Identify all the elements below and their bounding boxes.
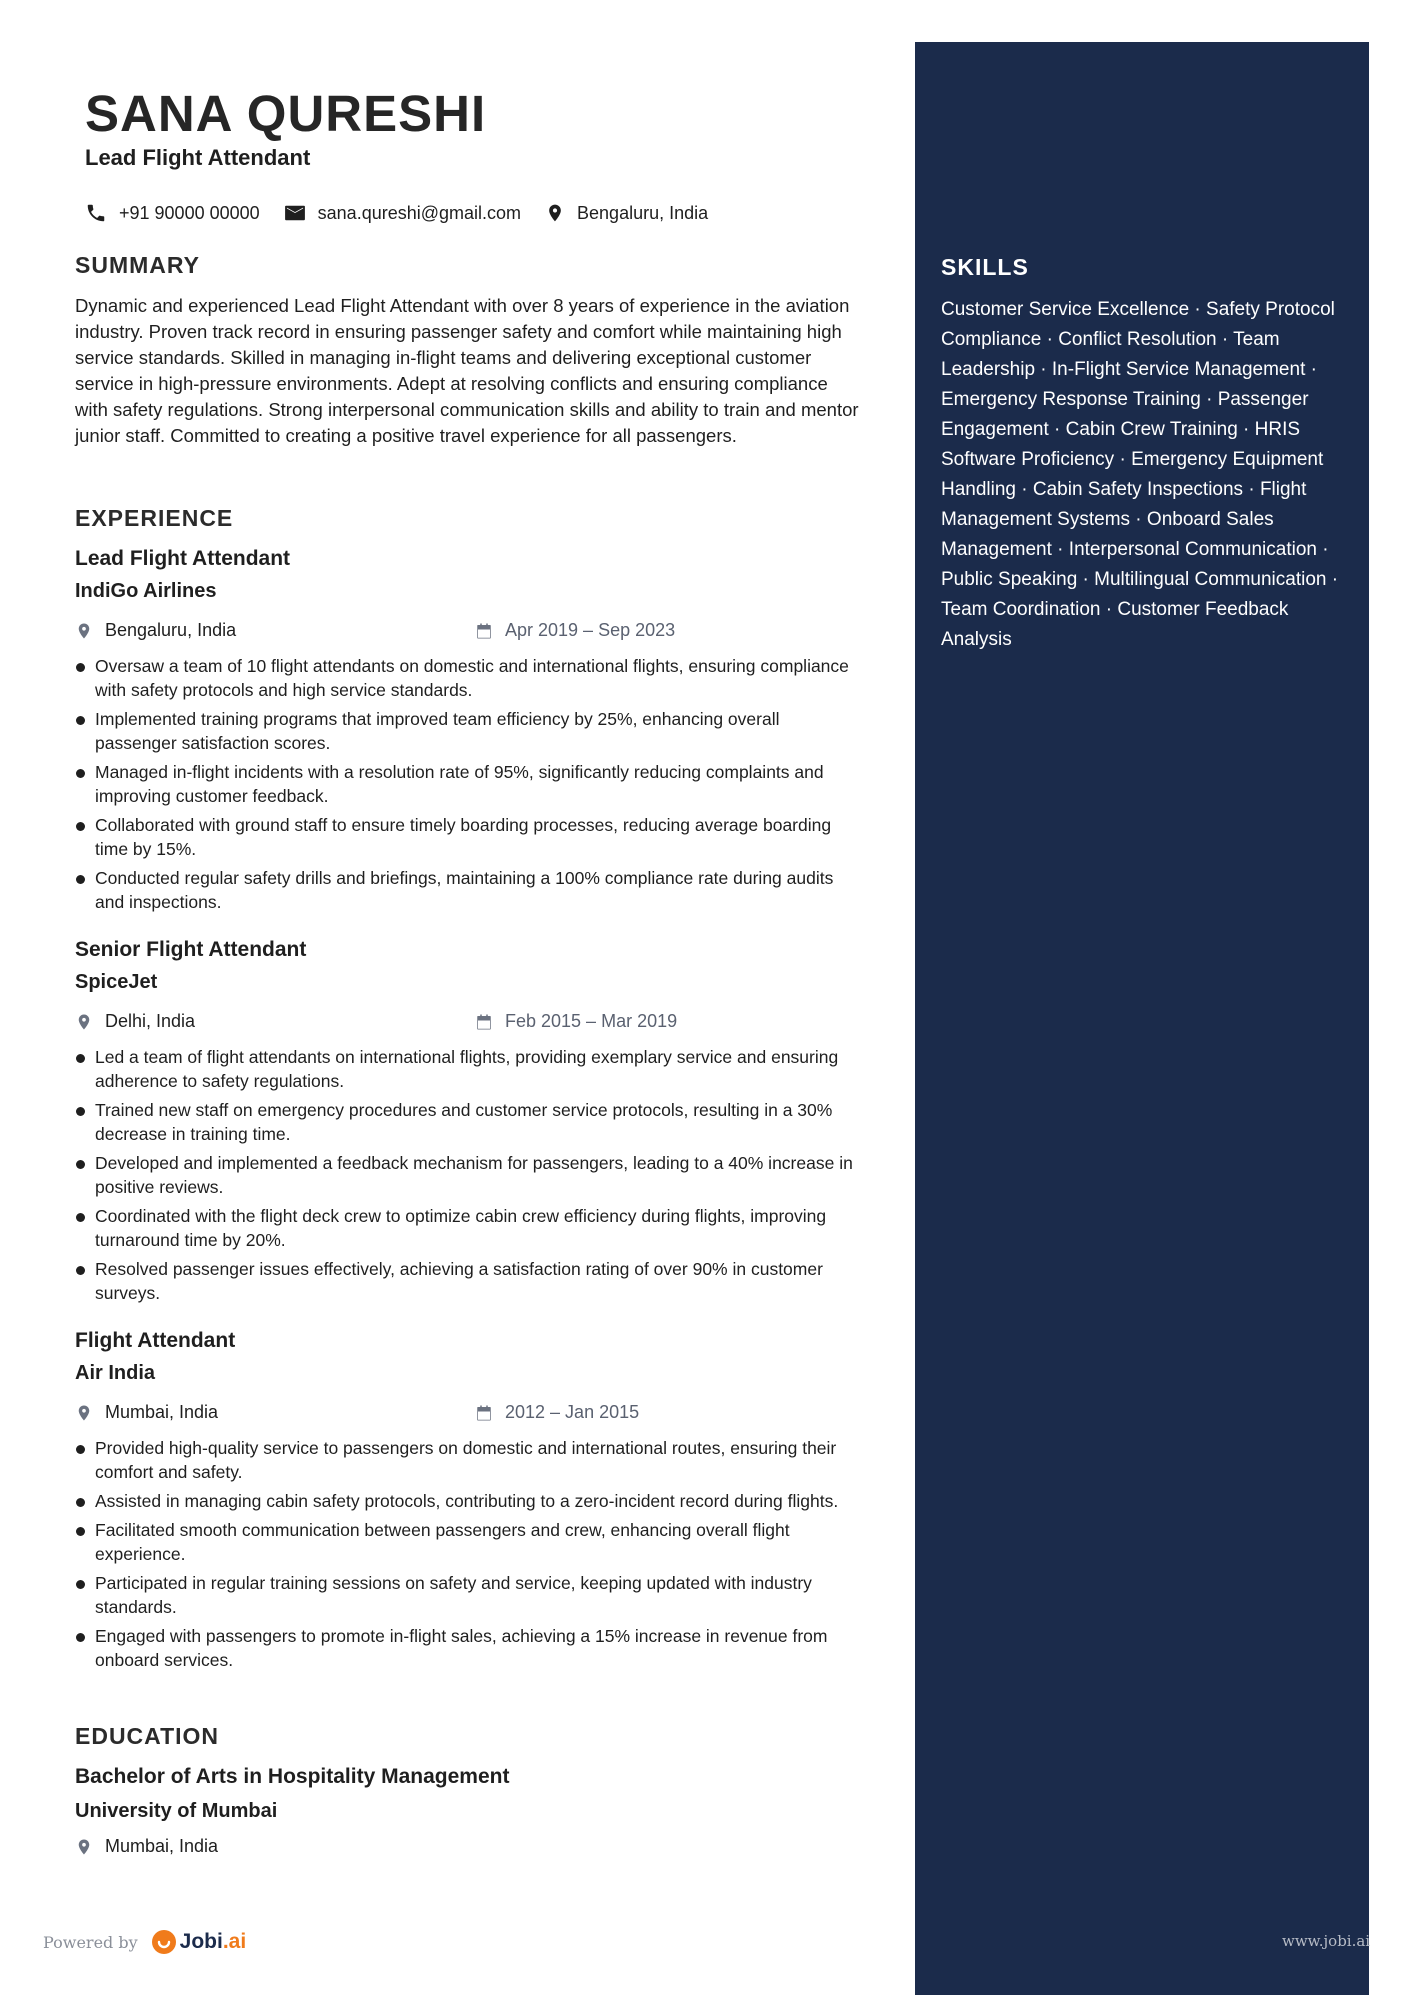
job-bullets bbox=[75, 1045, 865, 1305]
job-bullet: Conducted regular safety drills and briefings, maintaining a 100% compliance rate during audits and inspections. bbox=[75, 866, 865, 914]
job-bullet: Assisted in managing cabin safety protocols, contributing to a zero-incident record during flights. bbox=[75, 1489, 865, 1513]
job-bullet: Resolved passenger issues effectively, achieving a satisfaction rating of over 90% in customer surveys. bbox=[75, 1257, 865, 1305]
job-location bbox=[75, 1402, 218, 1423]
education-degree: Bachelor of Arts in Hospitality Management bbox=[75, 1765, 510, 1788]
job-bullet: Collaborated with ground staff to ensure timely boarding processes, reducing average boarding time by 15%. bbox=[75, 813, 865, 861]
calendar-icon bbox=[475, 622, 493, 640]
skills-list: Customer Service Excellence · Safety Protocol Compliance · Conflict Resolution · Team Leadership · In-Flight Service Management · Emergency Response Training · Passenger Engagement · Cabin Crew Training · HRIS Software Proficiency · Emergency Equipment Handling · Cabin Safety Inspections · Flight Management Systems · Onboard Sales Management · Interpersonal Communication · Public Speaking · Multilingual Communication · Team Coordination · Customer Feedback Analysis bbox=[941, 299, 1339, 650]
job-title: Lead Flight Attendant bbox=[75, 547, 291, 570]
location-pin-icon bbox=[75, 1012, 93, 1032]
education-entry bbox=[75, 1762, 855, 1857]
job-bullet: Coordinated with the flight deck crew to optimize cabin crew efficiency during flights, improving turnaround time by 20%. bbox=[75, 1204, 865, 1252]
job-bullet: Participated in regular training sessions on safety and service, keeping updated with industry standards. bbox=[75, 1571, 865, 1619]
footer-url[interactable]: www.jobi.ai bbox=[1282, 1932, 1371, 1950]
email-text: sana.qureshi@gmail.com bbox=[317, 202, 522, 223]
job-location-text: Delhi, India bbox=[105, 1011, 196, 1031]
jobi-logo[interactable] bbox=[152, 1930, 247, 1954]
job-location bbox=[75, 620, 236, 641]
location-pin-icon bbox=[75, 621, 93, 641]
job-bullet: Facilitated smooth communication between passengers and crew, enhancing overall flight experience. bbox=[75, 1518, 865, 1566]
education-school: University of Mumbai bbox=[75, 1800, 278, 1822]
powered-by bbox=[43, 1930, 246, 1954]
job-title: Senior Flight Attendant bbox=[75, 938, 307, 961]
job-bullet: Engaged with passengers to promote in-flight sales, achieving a 15% increase in revenue from onboard services. bbox=[75, 1624, 865, 1672]
job-company: IndiGo Airlines bbox=[75, 580, 217, 602]
job-entry bbox=[75, 935, 865, 1310]
powered-by-text: Powered by bbox=[43, 1932, 138, 1952]
location-text: Bengaluru, India bbox=[577, 202, 709, 223]
skills-section bbox=[941, 254, 1351, 655]
job-company: SpiceJet bbox=[75, 971, 158, 993]
location-pin-icon bbox=[75, 1837, 93, 1857]
job-entry bbox=[75, 1326, 865, 1677]
location-pin-icon bbox=[75, 1403, 93, 1423]
job-meta bbox=[75, 620, 865, 646]
jobi-logo-text: Jobi.ai bbox=[179, 1930, 247, 1953]
job-dates bbox=[475, 1402, 639, 1423]
education-location-text: Mumbai, India bbox=[105, 1836, 219, 1856]
phone-icon bbox=[85, 202, 107, 224]
candidate-name: SANA QURESHI bbox=[85, 85, 487, 142]
summary-heading: SUMMARY bbox=[75, 252, 200, 278]
job-bullet: Trained new staff on emergency procedures and customer service protocols, resulting in a 30% decrease in training time. bbox=[75, 1098, 865, 1146]
calendar-icon bbox=[475, 1013, 493, 1031]
email-icon bbox=[284, 204, 306, 222]
job-location-text: Bengaluru, India bbox=[105, 620, 237, 640]
job-location-text: Mumbai, India bbox=[105, 1402, 219, 1422]
contact-row bbox=[85, 202, 732, 224]
education-heading: EDUCATION bbox=[75, 1723, 220, 1749]
job-bullet: Developed and implemented a feedback mechanism for passengers, leading to a 40% increase in positive reviews. bbox=[75, 1151, 865, 1199]
sidebar bbox=[915, 42, 1369, 1995]
candidate-role: Lead Flight Attendant bbox=[85, 145, 311, 170]
skills-heading: SKILLS bbox=[941, 254, 1029, 280]
job-bullets bbox=[75, 1436, 865, 1672]
job-dates bbox=[475, 1011, 677, 1032]
location-pin-icon bbox=[545, 202, 565, 224]
experience-heading: EXPERIENCE bbox=[75, 505, 234, 531]
contact-location bbox=[545, 202, 708, 224]
job-title: Flight Attendant bbox=[75, 1329, 236, 1352]
job-dates-text: Apr 2019 – Sep 2023 bbox=[505, 620, 676, 640]
phone-text: +91 90000 00000 bbox=[119, 202, 260, 223]
summary-text: Dynamic and experienced Lead Flight Attendant with over 8 years of experience in the aviation industry. Proven track record in ensuring passenger safety and comfort while maintaining high service standards. Skilled in managing in-flight teams and delivering exceptional customer service in high-pressure environments. Adept at resolving conflicts and ensuring compliance with safety regulations. Strong interpersonal communication skills and ability to train and mentor junior staff. Committed to creating a positive travel experience for all passengers. bbox=[75, 295, 859, 446]
job-bullet: Led a team of flight attendants on international flights, providing exemplary service and ensuring adherence to safety regulations. bbox=[75, 1045, 865, 1093]
contact-email bbox=[284, 203, 521, 224]
job-bullet: Managed in-flight incidents with a resolution rate of 95%, significantly reducing complaints and improving customer feedback. bbox=[75, 760, 865, 808]
job-bullets bbox=[75, 654, 865, 914]
job-meta bbox=[75, 1011, 865, 1037]
job-meta bbox=[75, 1402, 865, 1428]
job-dates bbox=[475, 620, 675, 641]
contact-phone bbox=[85, 202, 260, 224]
job-location bbox=[75, 1011, 195, 1032]
job-bullet: Oversaw a team of 10 flight attendants on domestic and international flights, ensuring compliance with safety protocols and high service standards. bbox=[75, 654, 865, 702]
calendar-icon bbox=[475, 1404, 493, 1422]
job-entry bbox=[75, 544, 865, 919]
job-dates-text: 2012 – Jan 2015 bbox=[505, 1402, 640, 1422]
job-dates-text: Feb 2015 – Mar 2019 bbox=[505, 1011, 678, 1031]
job-bullet: Implemented training programs that improved team efficiency by 25%, enhancing overall passenger satisfaction scores. bbox=[75, 707, 865, 755]
jobi-logo-icon bbox=[152, 1930, 176, 1954]
education-location bbox=[75, 1836, 855, 1857]
job-bullet: Provided high-quality service to passengers on domestic and international routes, ensuring their comfort and safety. bbox=[75, 1436, 865, 1484]
job-company: Air India bbox=[75, 1362, 156, 1384]
